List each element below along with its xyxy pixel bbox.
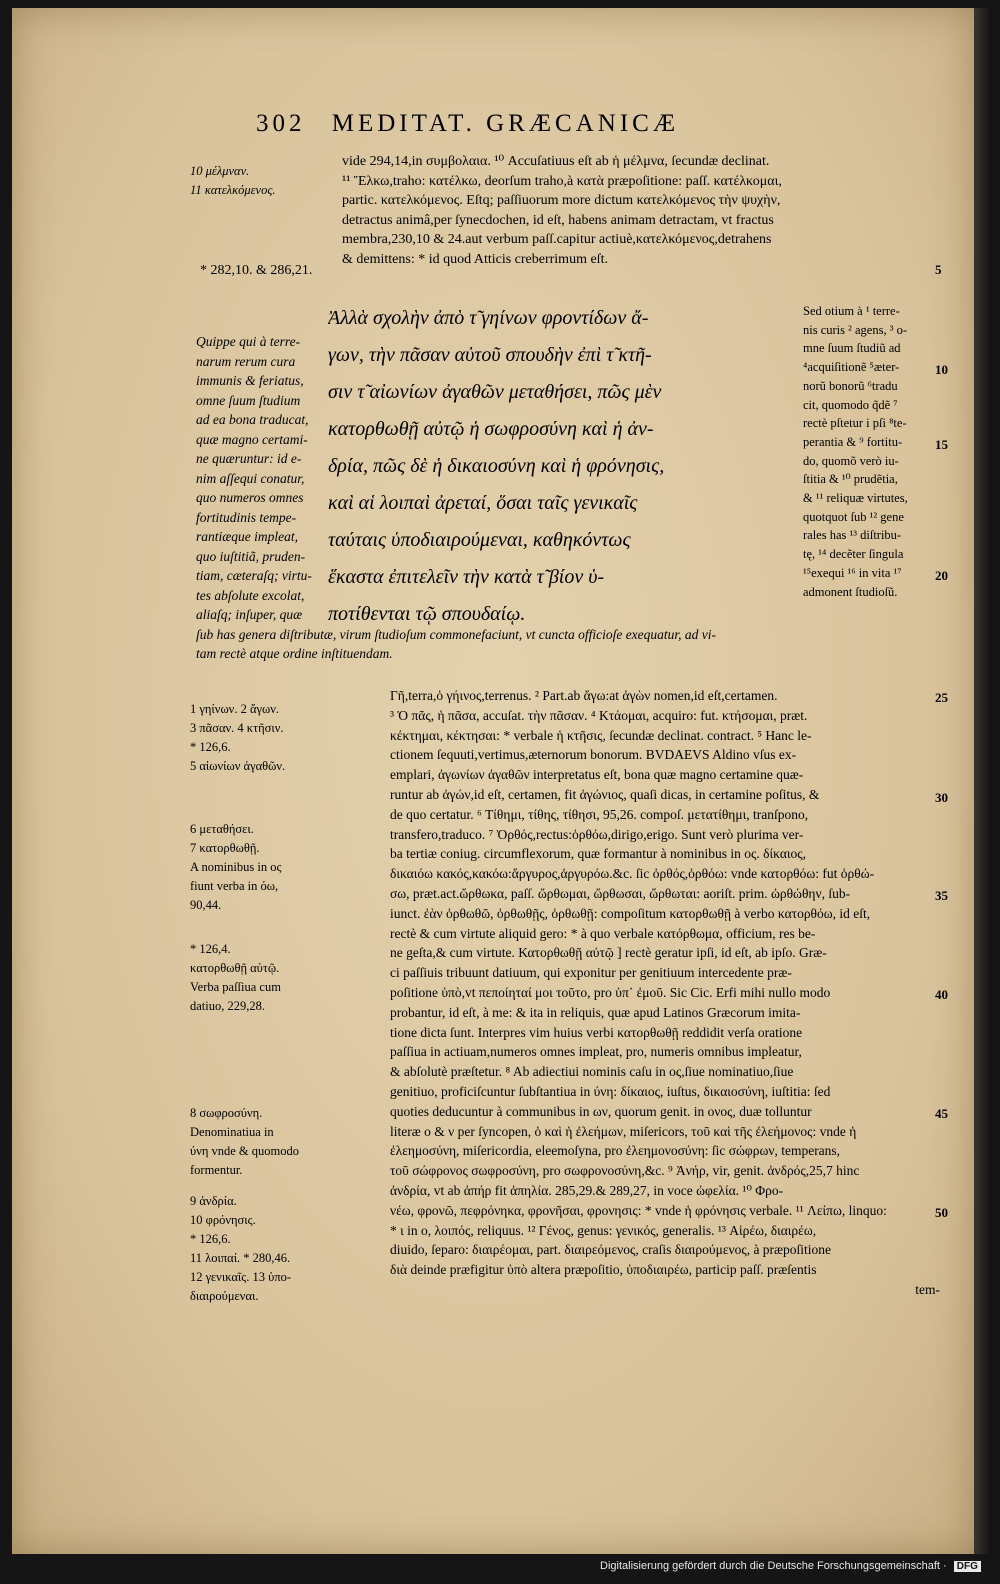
commentary-line: tem- [915, 1281, 940, 1297]
line-number: 5 [935, 262, 942, 277]
text-line: detractus animâ,per ſynecdochen, id eſt, habens animam detractam, vt fractus [342, 212, 774, 228]
text-line: vide 294,14,in συμβολαια. ¹⁰ Accuſatiuus eſt ab ἡ μέλμνα, ſecundæ declinat. [342, 154, 770, 169]
latin-line: ſtitia & ¹⁰ prudẽtia, [803, 472, 898, 487]
latin-line: admonent ſtudioſũ. [803, 584, 898, 599]
paraphrase-line: quo numeros omnes [196, 490, 304, 505]
latin-line: quotquot ſub ¹² gene [803, 509, 904, 524]
commentary-line: κέκτημαι, κέκτησαι: * verbale ἡ κτῆσις, ſecundæ declinat. contract. ⁵ Hanc le- [390, 727, 812, 743]
greek-line: καὶ αἱ λοιπαὶ ἀρεταί, ὅσαι ταῖς γενικαῖς [328, 492, 638, 514]
margin-note: 8 σωφροσύνη. [190, 1106, 263, 1120]
commentary-line: ³ Ὁ πᾶς, ἡ πᾶσα, accuſat. τὴν πᾶσαν. ⁴ Κτάομαι, acquiro: fut. κτήσομαι, præt. [390, 707, 808, 723]
greek-line: γων, τὴν πᾶσαν αὐτοῦ σπουδὴν ἐπὶ τ̃ κτῆ- [328, 344, 652, 366]
margin-note: 1 γηίνων. 2 ἄγων. [190, 702, 280, 716]
line-number: 15 [935, 437, 948, 452]
commentary-line: Γῆ,terra,ὁ γήινος,terrenus. ² Part.ab ἄγω:at ἀγὼν nomen,id eſt,certamen. [390, 688, 778, 703]
margin-note: datiuo, 229,28. [190, 999, 265, 1013]
margin-note: Verba paſſiua cum [190, 980, 281, 994]
commentary-line: probantur, id eſt, à me: & ita in reliquis, quæ apud Latinos Græcorum imita- [390, 1004, 801, 1020]
margin-note: formentur. [190, 1163, 243, 1177]
text-line: membra,230,10 & 24.aut verbum paſſ.capitur actiuè,κατελκόμενος,detrahens [342, 232, 772, 247]
running-head [256, 110, 896, 138]
commentary-line: ctionem ſequuti,vertimus,æternorum bonorum. BVDAEVS Aldino vſus ex- [390, 747, 797, 763]
line-number: 30 [935, 790, 948, 805]
margin-note: 3 πᾶσαν. 4 κτῆσιν. [190, 721, 284, 735]
commentary-line: ἀνδρία, vt ab ἀπήρ fit ἀπηλία. 285,29.& 289,27, in voce ὠφελία. ¹⁰ Φρο- [390, 1182, 784, 1198]
paraphrase-line: tam rectè atque ordine inſtituendam. [196, 646, 393, 661]
commentary-line: tione dicta ſunt. Interpres vim huius verbi κατορθωθῇ reddidit verſa oratione [390, 1024, 803, 1040]
margin-note: ύνη vnde & quomodo [190, 1144, 299, 1158]
latin-line: tę, ¹⁴ decẽter ſingula [803, 547, 904, 562]
line-number: 35 [935, 888, 948, 903]
latin-line: nis curis ² agens, ³ o- [803, 322, 908, 337]
intro-paragraph [342, 152, 942, 269]
margin-note: 90,44. [190, 898, 222, 912]
latin-line: norũ bonorũ ⁶tradu [803, 378, 898, 393]
latin-line: Sed otium à ¹ terre- [803, 304, 900, 318]
paraphrase-line: quo iuſtitiã, pruden- [196, 548, 306, 564]
paraphrase-line: omne ſuum ſtudium [196, 392, 301, 408]
greek-line: κατορθωθῇ αὐτῷ ἡ σωφροσύνη καὶ ἡ ἀν- [328, 418, 654, 440]
paraphrase-line: ne quæruntur: id e- [196, 451, 302, 466]
text-line: & demittens: * id quod Atticis creberrimum eſt. [342, 251, 608, 267]
paraphrase-line: Quippe qui à terre- [196, 334, 301, 349]
paraphrase-line: ſub has genera diſtributæ, virum ſtudioſum commonefaciunt, vt cuncta officioſe exequatur, ad vi- [196, 626, 717, 642]
latin-line: ⁴acquiſitionẽ ⁵æter- [803, 360, 900, 375]
margin-note: 9 ἀνδρία. [190, 1194, 237, 1208]
greek-line: Ἀλλὰ σχολὴν ἀπὸ τ̃ γηίνων φροντίδων ἄ- [328, 307, 649, 329]
latin-line: cit, quomodo q̃dẽ ⁷ [803, 397, 898, 412]
commentary-line: ne geſta,& cum virtute. Κατορθωθῇ αὐτῷ ] rectè geratur ipſi, id eſt, ab ipſo. Græ- [390, 945, 827, 961]
margin-note: Denominatiua in [190, 1125, 274, 1139]
margin-note: 12 γενικαῖς. 13 ὑπο- [190, 1270, 292, 1284]
commentary-line: poſitione ὑπὸ,vt πεποίηταί μοι τοῦτο, pro ὑπ᾽ ἐμοῦ. Sic Cic. Erfi mihi nullo modo [390, 984, 831, 1000]
margin-note: * 126,4. [190, 942, 231, 956]
line-number: 20 [935, 568, 948, 583]
paraphrase-line: aliaſq; inſuper, quæ [196, 607, 303, 622]
latin-line: ¹⁵exequi ¹⁶ in vita ¹⁷ [803, 565, 902, 580]
margin-note: A nominibus in ος [190, 860, 282, 874]
line-number: 50 [935, 1205, 948, 1220]
digitization-credit [600, 1560, 981, 1572]
commentary-line: rectè & cum virtute aliquid gero: * à quo verbale κατόρθωμα, officium, res be- [390, 925, 816, 941]
margin-note: fiunt verba in όω, [190, 879, 279, 893]
greek-line: δρία, πῶς δὲ ἡ δικαιοσύνη καὶ ἡ φρόνησις, [328, 455, 665, 477]
credit-text: Digitalisierung gefördert durch die Deutsche Forschungsgemeinschaft · [600, 1560, 947, 1572]
latin-line: rales has ¹³ diſtribu- [803, 528, 902, 543]
margin-notes-4 [190, 1104, 350, 1180]
paraphrase-line: ad ea bona traducat, [196, 412, 309, 427]
commentary-line: transfero,traduco. ⁷ Ὀρθός,rectus:ὀρθόω,dirigo,erigo. Sunt verò plurima ver- [390, 826, 804, 842]
dfg-logo-icon: DFG [954, 1561, 981, 1572]
margin-note: * 126,6. [190, 740, 231, 754]
commentary-line: νέω, φρονῶ, πεφρόνηκα, φρονῆσαι, φρονησις: * vnde ἡ φρόνησις verbale. ¹¹ Λείπω, linquo: [390, 1202, 887, 1218]
commentary-line: quoties deducuntur à communibus in ων, quorum genit. in ονος, duæ tolluntur [390, 1103, 812, 1119]
commentary-line: diuido, ſeparo: διαιρέομαι, part. διαιρεόμενος, craſis διαιρούμενος, à præpoſitione [390, 1242, 832, 1258]
commentary-line: de quo certatur. ⁶ Τίθημι, τίθης, τίθησι, 95,26. compoſ. μετατίθημι, tranſpono, [390, 806, 809, 822]
margin-note: 11 κατελκόμενος. [190, 183, 276, 197]
commentary-line: δικαιόω κακός,κακόω:ἄργυρος,ἀργυρόω.&c. ſic ὀρθός,ὀρθόω: vnde κατορθόω: fut ὀρθώ- [390, 866, 875, 882]
paraphrase-line: immunis & feriatus, [196, 373, 304, 388]
commentary-line: emplari, ἀγωνίων ἀγαθῶν interpretatus eſt, bona quæ magno certamine quæ- [390, 767, 804, 783]
latin-line: mne ſuum ſtudiũ ad [803, 341, 901, 356]
commentary-line: runtur ab ἀγών,id eſt, certamen, fit ἀγώνιος, quaſi dicas, in certamine poſitus, & [390, 786, 820, 802]
greek-line: σιν τ̃ αἰωνίων ἀγαθῶν μεταθήσει, πῶς μὲν [328, 381, 662, 403]
latin-line: do, quomõ verò iu- [803, 453, 899, 468]
margin-notes-1 [190, 700, 350, 776]
paraphrase-line: nim aſſequi conatur, [196, 470, 305, 486]
commentary-line: & abſolutè præſtetur. ⁸ Ab adiectiui nominis caſu in ος,ſiue nominatiuo,ſiue [390, 1064, 794, 1080]
commentary-line: ba tertiæ coniug. circumflexorum, quæ formantur à nominibus in ος. δίκαιος, [390, 846, 807, 862]
line-number: 45 [935, 1106, 948, 1121]
margin-note: 10 μέλμναν. [190, 164, 250, 178]
margin-note: 7 κατορθωθῇ. [190, 841, 260, 855]
italic-paraphrase [196, 332, 956, 664]
paraphrase-line: tes abſolute excolat, [196, 587, 305, 603]
margin-note: * 126,6. [190, 1232, 231, 1246]
greek-line: ποτίθενται τῷ σπουδαίῳ. [328, 603, 526, 625]
line-number: 25 [935, 690, 948, 705]
page-number: 302 [256, 110, 306, 137]
page-title: MEDITAT. GRÆCANICÆ [331, 110, 680, 137]
commentary-line: literæ ο & ν per ſyncopen, ὁ καὶ ἡ ἐλεήμων, miſericors, τοῦ καὶ τῆς ἐλεήμονος: vnde ἡ [390, 1123, 857, 1139]
page-edge [974, 8, 992, 1554]
margin-note: 5 αἰωνίων ἀγαθῶν. [190, 759, 286, 773]
commentary-line: διὰ deinde præfigitur ὑπὸ altera præpoſitio, ὑποδιαιρέω, particip paſſ. præſentis [390, 1262, 817, 1278]
margin-notes-3 [190, 940, 350, 1016]
paraphrase-line: narum rerum cura [196, 353, 296, 369]
paraphrase-line: fortitudinis tempe- [196, 509, 297, 525]
text-line: partic. κατελκόμενος. Eſtq; paſſiuorum more dictum κατελκόμενος τὴν ψυχὴν, [342, 193, 781, 208]
commentary-line: ci paſſiuis tribuunt datiuum, qui exponitur per genitiuum intercedente præ- [390, 965, 792, 981]
greek-line: ταύταις ὑποδιαιρούμεναι, καθηκόντως [328, 529, 631, 551]
latin-line: perantia & ⁹ fortitu- [803, 434, 903, 449]
commentary-line: genitiuo, proficiſcuntur ſubſtantiua in ύνη: δίκαιος, iuſtus, δικαιοσύνη, iuſtitia: ſed [390, 1083, 831, 1099]
commentary-line: τοῦ σώφρονος σωφροσύνη, pro σωφρονοσύνη,&c. ⁹ Ἀνήρ, vir, genit. ἀνδρός,25,7 hinc [390, 1163, 860, 1179]
margin-note: 10 φρόνησις. [190, 1213, 256, 1227]
greek-line: ἕκαστα ἐπιτελεῖν τὴν κατὰ τ̃ βίον ὑ- [328, 566, 605, 588]
latin-line: rectè pſtetur i pſi ⁸te- [803, 416, 907, 431]
paraphrase-line: tiam, cæteraſq; virtu- [196, 568, 312, 583]
line-number: 40 [935, 987, 948, 1002]
commentary-line: ἐλεημοσύνη, miſericordia, eleemoſyna, pro ἐλεημονοσύνη: ſic σώφρων, temperans, [390, 1143, 841, 1159]
commentary-line: paſſiua in actiuam,numeros omnes impleat, pro, numeris omnibus impleatur, [390, 1044, 802, 1060]
margin-note: 6 μεταθήσει. [190, 822, 254, 836]
text-line: ¹¹ Ἕλκω,traho: κατέλκω, deorſum traho,à κατὰ præpoſitione: paſſ. κατέλκομαι, [342, 173, 782, 189]
commentary-line: iunct. ἐὰν ὀρθωθῶ, ὀρθωθῇς, ὀρθωθῇ: compoſitum κατορθωθῇ à verbo κατορθόω, id eſt, [390, 905, 871, 921]
margin-notes-5 [190, 1192, 350, 1306]
margin-note: διαιρούμεναι. [190, 1289, 259, 1303]
cross-reference: * 282,10. & 286,21. [200, 263, 313, 278]
margin-notes-2 [190, 820, 350, 915]
paraphrase-line: rantiæque impleat, [196, 529, 298, 544]
commentary-notes [390, 686, 950, 1300]
commentary-line: * ι in ο, λοιπός, reliquus. ¹² Γένος, genus: γενικός, generalis. ¹³ Αἱρέω, διαιρέω, [390, 1222, 817, 1238]
paraphrase-line: quæ magno certami- [196, 431, 308, 447]
margin-note: κατορθωθῇ αὐτῷ. [190, 961, 280, 975]
margin-note: 11 λοιπαί. * 280,46. [190, 1251, 291, 1265]
margin-notes-intro [190, 162, 330, 200]
commentary-line: σω, præt.act.ὤρθωκα, paſſ. ὤρθωμαι, ὤρθωσαι, ὤρθωται: aoriſt. prim. ὠρθώθην, ſub- [390, 885, 851, 901]
latin-line: & ¹¹ reliquæ virtutes, [803, 491, 908, 506]
line-number: 10 [935, 362, 948, 377]
